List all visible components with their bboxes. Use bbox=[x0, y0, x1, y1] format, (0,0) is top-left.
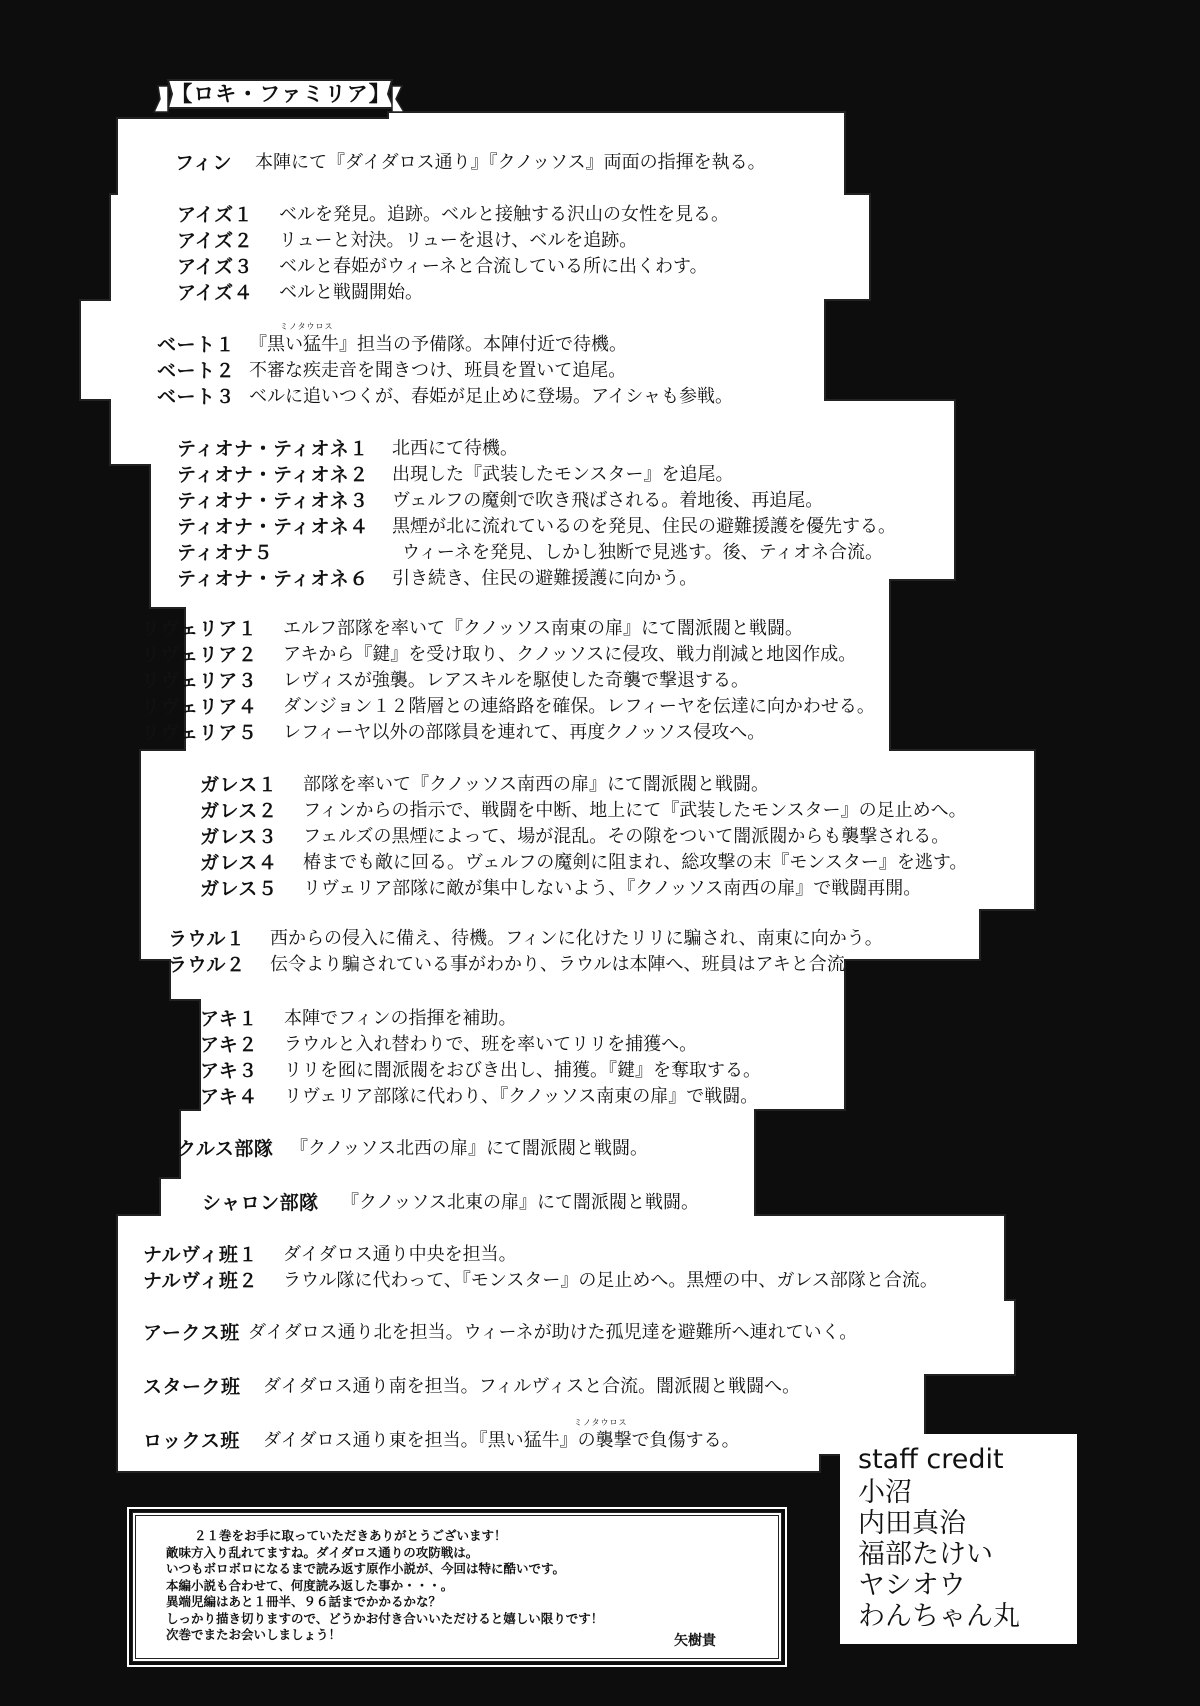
entry-desc: レヴィスが強襲。レアスキルを駆使した奇襲で撃退する。 bbox=[283, 670, 750, 691]
staff-name: 内田真治 bbox=[858, 1508, 966, 1539]
entry-name: ラウル１ bbox=[168, 928, 246, 950]
entry-desc: リヴェリア部隊に敵が集中しないよう、『クノッソス南西の扉』で戦闘再開。 bbox=[303, 878, 922, 899]
page-title: 【ロキ・ファミリア】 bbox=[171, 82, 391, 106]
staff-name: 福部たけい bbox=[858, 1539, 993, 1570]
entry-name: アイズ２ bbox=[177, 230, 254, 252]
entry-desc: ダンジョン１２階層との連絡路を確保。レフィーヤを伝達に向かわせる。 bbox=[283, 696, 875, 717]
entry-name: ベート２ bbox=[157, 360, 236, 382]
author-note-box bbox=[132, 1512, 782, 1662]
entry-name: ティオナ・ティオネ４ bbox=[177, 516, 369, 538]
entry-desc: 引き続き、住民の避難援護に向かう。 bbox=[392, 568, 698, 589]
entry-name: フィン bbox=[175, 152, 232, 174]
entry-desc: リューと対決。リューを退け、ベルを追跡。 bbox=[279, 230, 638, 251]
entry-desc: ウィーネを発見、しかし独断で見逃す。後、ティオネ合流。 bbox=[402, 542, 883, 563]
entry-name: スターク班 bbox=[143, 1376, 241, 1398]
entry-name: ティオナ・ティオネ１ bbox=[177, 438, 369, 460]
note-line: 次巻でまたお会いしましょう！ bbox=[166, 1627, 342, 1642]
entry-name: アイズ３ bbox=[177, 256, 254, 278]
entry-name: ガレス４ bbox=[200, 852, 278, 874]
entry-desc: 『黒い猛牛』担当の予備隊。本陣付近で待機。 bbox=[249, 334, 627, 355]
note-line: 敵味方入り乱れてますね。ダイダロス通りの攻防戦は。 bbox=[166, 1544, 479, 1560]
entry-desc: ベルに追いつくが、春姫が足止めに登場。アイシャも参戦。 bbox=[249, 386, 734, 407]
entry-desc: ベルを発見。追跡。ベルと接触する沢山の女性を見る。 bbox=[279, 204, 729, 225]
entry-desc: 西からの侵入に備え、待機。フィンに化けたリリに騙され、南東に向かう。 bbox=[270, 928, 883, 949]
entry-desc: レフィーヤ以外の部隊員を連れて、再度クノッソス侵攻へ。 bbox=[283, 722, 766, 743]
author-signature: 矢樹貴 bbox=[674, 1633, 716, 1649]
entry-desc: 伝令より騙されている事がわかり、ラウルは本陣へ、班員はアキと合流。 bbox=[270, 954, 863, 975]
entry-desc: ダイダロス通り中央を担当。 bbox=[283, 1244, 517, 1265]
entry-desc: ヴェルフの魔剣で吹き飛ばされる。着地後、再追尾。 bbox=[392, 490, 824, 511]
entry-name: ガレス１ bbox=[200, 774, 278, 796]
entry-desc: 『クノッソス北西の扉』にて闇派閥と戦闘。 bbox=[290, 1138, 649, 1159]
entry-name: アキ３ bbox=[200, 1060, 258, 1082]
entry-desc: 黒煙が北に流れているのを発見、住民の避難援護を優先する。 bbox=[392, 516, 896, 537]
entry-name: ロックス班 bbox=[143, 1430, 240, 1452]
entry-name: ガレス５ bbox=[200, 878, 278, 900]
staff-name: わんちゃん丸 bbox=[858, 1601, 1020, 1632]
entry-name: ナルヴィ班２ bbox=[143, 1270, 258, 1292]
entry-name: ガレス２ bbox=[200, 800, 278, 822]
entry-name: アークス班 bbox=[143, 1322, 240, 1344]
staff-credit-box bbox=[840, 1434, 1077, 1644]
entry-name: ティオナ・ティオネ６ bbox=[177, 568, 369, 590]
entry-desc: エルフ部隊を率いて『クノッソス南東の扉』にて闇派閥と戦闘。 bbox=[283, 618, 804, 639]
entry-name: ティオナ５ bbox=[177, 542, 273, 564]
entry-name: リヴェリア２ bbox=[141, 644, 258, 666]
entry-desc: ベルと春姫がウィーネと合流している所に出くわす。 bbox=[279, 256, 708, 277]
entry-desc: フェルズの黒煙によって、場が混乱。その隙をついて闇派閥からも襲撃される。 bbox=[303, 826, 950, 847]
entry-desc: ラウル隊に代わって、『モンスター』の足止めへ。黒煙の中、ガレス部隊と合流。 bbox=[283, 1270, 938, 1291]
note-line: ２１巻をお手に取っていただきありがとうございます！ bbox=[194, 1528, 507, 1543]
entry-name: アキ２ bbox=[200, 1034, 258, 1056]
entry-desc: 本陣でフィンの指揮を補助。 bbox=[284, 1008, 517, 1029]
entry-name: ベート３ bbox=[157, 386, 236, 408]
entry-name: アイズ４ bbox=[177, 282, 254, 304]
entry-name: リヴェリア５ bbox=[141, 722, 258, 744]
note-line: 本編小説も合わせて、何度読み返した事か・・・。 bbox=[166, 1577, 454, 1593]
entry-name: リヴェリア３ bbox=[141, 670, 258, 692]
entry-desc: 不審な疾走音を聞きつけ、班員を置いて追尾。 bbox=[249, 360, 627, 381]
entry-name: リヴェリア１ bbox=[141, 618, 258, 640]
entry-desc: ベルと戦闘開始。 bbox=[279, 282, 423, 303]
entry-desc: 出現した『武装したモンスター』を追尾。 bbox=[392, 464, 734, 485]
entry-name: ナルヴィ班１ bbox=[143, 1244, 258, 1266]
entry-name: アイズ１ bbox=[177, 204, 254, 226]
entry-name: アキ４ bbox=[200, 1086, 258, 1108]
entry-desc: 『クノッソス北東の扉』にて闇派閥と戦闘。 bbox=[341, 1192, 700, 1213]
staff-name: 小沼 bbox=[858, 1477, 912, 1508]
entry-name: ラウル２ bbox=[168, 954, 246, 976]
entry-desc: リヴェリア部隊に代わり、『クノッソス南東の扉』で戦闘。 bbox=[284, 1086, 759, 1107]
entry-desc: ラウルと入れ替わりで、班を率いてリリを捕獲へ。 bbox=[284, 1034, 698, 1055]
entry-desc: フィンからの指示で、戦闘を中断、地上にて『武装したモンスター』の足止めへ。 bbox=[303, 800, 967, 821]
entry-desc: ダイダロス通り東を担当。『黒い猛牛』の襲撃で負傷する。 bbox=[263, 1430, 740, 1451]
entry-desc: ダイダロス通り南を担当。フィルヴィスと合流。闇派閥と戦闘へ。 bbox=[263, 1376, 801, 1397]
note-line: しっかり描き切りますので、どうかお付き合いいただけると嬉しい限りです！ bbox=[166, 1610, 604, 1626]
ruby-minotaur: ミノタウロス bbox=[280, 322, 334, 331]
note-line: いつもボロボロになるまで読み返す原作小説が、今回は特に酷いです。 bbox=[166, 1561, 566, 1576]
entry-name: ティオナ・ティオネ２ bbox=[177, 464, 369, 486]
entry-desc: 本陣にて『ダイダロス通り』『クノッソス』両面の指揮を執る。 bbox=[255, 152, 766, 173]
entry-name: シャロン部隊 bbox=[202, 1192, 319, 1214]
entry-name: ティオナ・ティオネ３ bbox=[177, 490, 369, 512]
entry-desc: ダイダロス通り北を担当。ウィーネが助けた孤児達を避難所へ連れていく。 bbox=[248, 1322, 858, 1343]
entry-name: リヴェリア４ bbox=[141, 696, 258, 718]
entry-desc: 北西にて待機。 bbox=[392, 438, 518, 459]
staff-credit-title: staff credit bbox=[858, 1444, 1004, 1475]
entry-desc: アキから『鍵』を受け取り、クノッソスに侵攻、戦力削減と地図作成。 bbox=[283, 644, 857, 665]
staff-name: ヤシオウ bbox=[858, 1570, 966, 1601]
ruby-minotaur: ミノタウロス bbox=[574, 1418, 628, 1427]
entry-desc: 椿までも敵に回る。ヴェルフの魔剣に阻まれ、総攻撃の末『モンスター』を逃す。 bbox=[303, 852, 968, 873]
entry-desc: 部隊を率いて『クノッソス南西の扉』にて闇派閥と戦闘。 bbox=[303, 774, 770, 795]
entry-name: クルス部隊 bbox=[177, 1138, 274, 1160]
entry-desc: リリを囮に闇派閥をおびき出し、捕獲。『鍵』を奪取する。 bbox=[284, 1060, 761, 1081]
note-line: 異端児編はあと１冊半、９６話までかかるかな？ bbox=[166, 1594, 442, 1609]
entry-name: ガレス３ bbox=[200, 826, 278, 848]
entry-name: ベート１ bbox=[157, 334, 236, 356]
entry-name: アキ１ bbox=[200, 1008, 258, 1030]
